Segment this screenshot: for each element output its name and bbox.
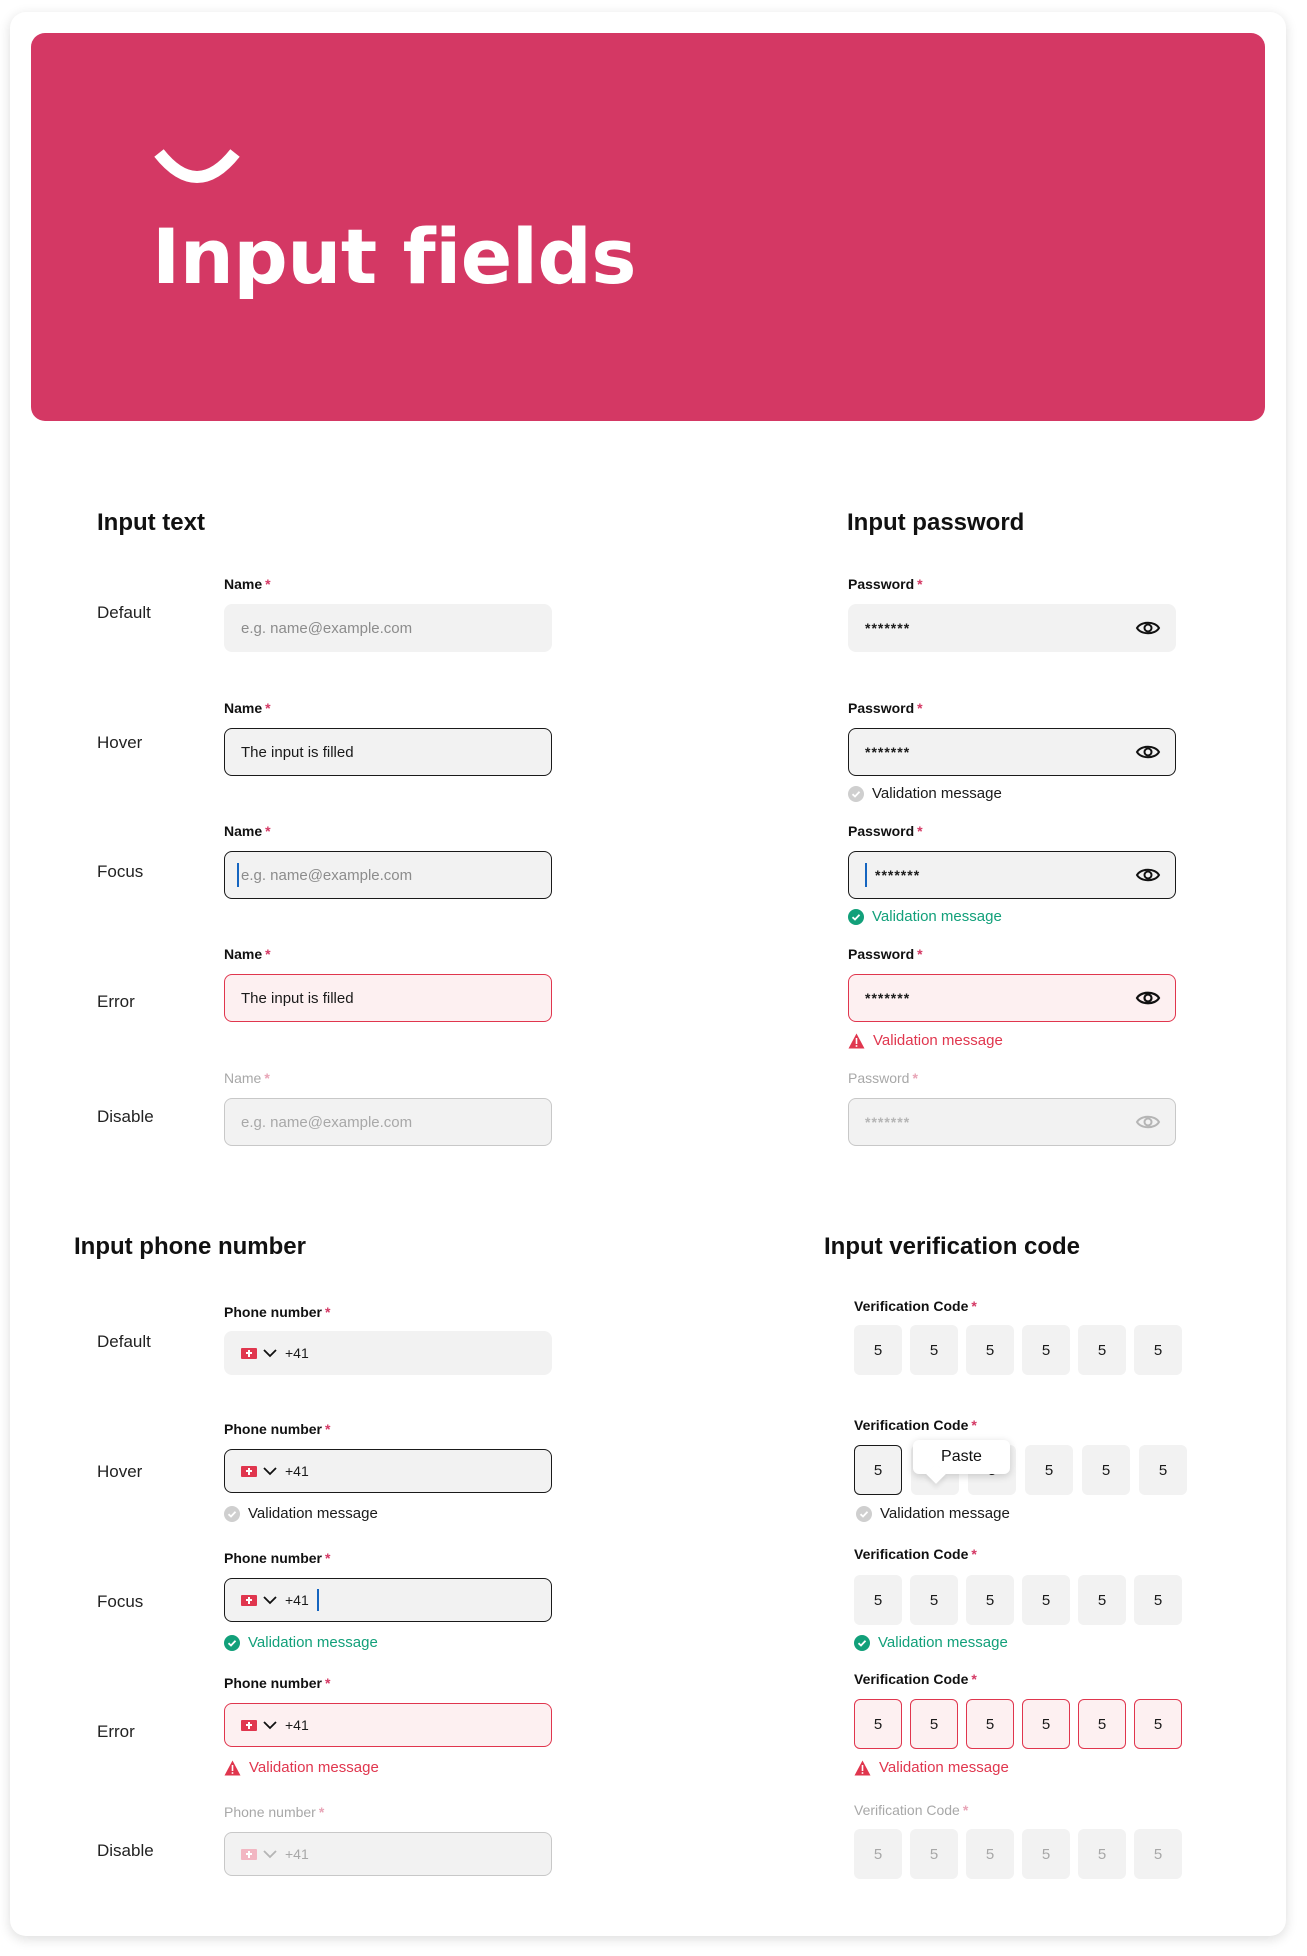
password-input-default[interactable]: ******* bbox=[848, 604, 1176, 652]
validation-message-neutral: Validation message bbox=[224, 1505, 378, 1522]
password-label-disabled: Password * bbox=[848, 1070, 918, 1086]
code-label: Verification Code * bbox=[854, 1671, 977, 1687]
warning-icon bbox=[224, 1760, 241, 1776]
hero-banner bbox=[31, 33, 1265, 421]
check-circle-icon bbox=[848, 786, 864, 802]
name-label-disabled: Name * bbox=[224, 1070, 270, 1086]
code-digit-input[interactable]: 5 bbox=[966, 1699, 1014, 1749]
phone-input-disabled: +41 bbox=[224, 1832, 552, 1876]
code-digit-input[interactable]: 5 bbox=[1022, 1699, 1070, 1749]
eye-icon[interactable] bbox=[1135, 864, 1161, 886]
name-input-default[interactable]: e.g. name@example.com bbox=[224, 604, 552, 652]
phone-label: Phone number * bbox=[224, 1304, 331, 1320]
phone-input-focus[interactable]: +41 bbox=[224, 1578, 552, 1622]
password-label: Password * bbox=[848, 823, 923, 839]
code-digit-input: 5 bbox=[966, 1829, 1014, 1879]
code-digit-input[interactable]: 5 bbox=[854, 1445, 902, 1495]
code-digit-input[interactable]: 5 bbox=[1082, 1445, 1130, 1495]
code-digit-input[interactable]: 5 bbox=[1139, 1445, 1187, 1495]
phone-input-default[interactable]: +41 bbox=[224, 1331, 552, 1375]
state-label-disable: Disable bbox=[97, 1841, 154, 1860]
section-title-input-phone: Input phone number bbox=[74, 1233, 306, 1260]
validation-message-success: Validation message bbox=[854, 1634, 1008, 1651]
code-digit-input[interactable]: 5 bbox=[1078, 1325, 1126, 1375]
password-label: Password * bbox=[848, 576, 923, 592]
password-label: Password * bbox=[848, 700, 923, 716]
phone-label-disabled: Phone number * bbox=[224, 1804, 325, 1820]
password-input-error[interactable]: ******* bbox=[848, 974, 1176, 1022]
chevron-down-icon bbox=[263, 1849, 277, 1859]
password-input-hover[interactable]: ******* bbox=[848, 728, 1176, 776]
code-digit-input[interactable]: 5 bbox=[966, 1325, 1014, 1375]
state-label-disable: Disable bbox=[97, 1107, 154, 1126]
code-label: Verification Code * bbox=[854, 1546, 977, 1562]
code-digit-input[interactable]: 5 bbox=[1078, 1699, 1126, 1749]
check-circle-icon bbox=[848, 909, 864, 925]
code-label-disabled: Verification Code * bbox=[854, 1802, 969, 1818]
code-digit-input[interactable]: 5 bbox=[910, 1325, 958, 1375]
name-label: Name * bbox=[224, 823, 271, 839]
name-input-disabled: e.g. name@example.com bbox=[224, 1098, 552, 1146]
code-row-hover bbox=[854, 1445, 1187, 1495]
page-title: Input fields bbox=[152, 212, 637, 301]
text-caret bbox=[237, 863, 239, 887]
validation-message-error: Validation message bbox=[224, 1759, 379, 1776]
phone-input-error[interactable]: +41 bbox=[224, 1703, 552, 1747]
name-label: Name * bbox=[224, 576, 271, 592]
check-circle-icon bbox=[856, 1506, 872, 1522]
code-label: Verification Code * bbox=[854, 1417, 977, 1433]
code-digit-input[interactable]: 5 bbox=[1134, 1325, 1182, 1375]
state-label-default: Default bbox=[97, 1332, 151, 1351]
state-label-hover: Hover bbox=[97, 1462, 143, 1481]
chevron-down-icon[interactable] bbox=[263, 1466, 277, 1476]
eye-icon bbox=[1135, 1111, 1161, 1133]
phone-label: Phone number * bbox=[224, 1421, 331, 1437]
password-input-disabled: ******* bbox=[848, 1098, 1176, 1146]
name-label: Name * bbox=[224, 946, 271, 962]
check-circle-icon bbox=[224, 1506, 240, 1522]
phone-input-hover[interactable]: +41 bbox=[224, 1449, 552, 1493]
eye-icon[interactable] bbox=[1135, 741, 1161, 763]
validation-message-success: Validation message bbox=[224, 1634, 378, 1651]
code-digit-input[interactable]: 5 bbox=[1078, 1575, 1126, 1625]
section-title-input-password: Input password bbox=[847, 509, 1025, 536]
name-input-focus[interactable]: e.g. name@example.com bbox=[224, 851, 552, 899]
check-circle-icon bbox=[854, 1635, 870, 1651]
chevron-down-icon[interactable] bbox=[263, 1348, 277, 1358]
code-digit-input: 5 bbox=[1134, 1829, 1182, 1879]
phone-label: Phone number * bbox=[224, 1550, 331, 1566]
warning-icon bbox=[854, 1760, 871, 1776]
check-circle-icon bbox=[224, 1635, 240, 1651]
code-label: Verification Code * bbox=[854, 1298, 977, 1314]
code-row-focus bbox=[854, 1575, 1182, 1625]
code-row-default bbox=[854, 1325, 1182, 1375]
swiss-flag-icon[interactable] bbox=[241, 1720, 257, 1731]
validation-message-neutral: Validation message bbox=[856, 1505, 1010, 1522]
name-input-error[interactable]: The input is filled bbox=[224, 974, 552, 1022]
name-label: Name * bbox=[224, 700, 271, 716]
password-label: Password * bbox=[848, 946, 923, 962]
text-caret bbox=[865, 863, 867, 887]
name-input-hover[interactable]: The input is filled bbox=[224, 728, 552, 776]
phone-label: Phone number * bbox=[224, 1675, 331, 1691]
validation-message-error: Validation message bbox=[848, 1032, 1003, 1049]
state-label-hover: Hover bbox=[97, 733, 143, 752]
smile-logo-icon bbox=[153, 143, 241, 193]
text-caret bbox=[317, 1589, 319, 1611]
section-title-input-code: Input verification code bbox=[824, 1233, 1081, 1260]
code-digit-input: 5 bbox=[910, 1829, 958, 1879]
swiss-flag-icon[interactable] bbox=[241, 1466, 257, 1477]
code-digit-input[interactable]: 5 bbox=[854, 1699, 902, 1749]
eye-icon[interactable] bbox=[1135, 987, 1161, 1009]
state-label-focus: Focus bbox=[97, 862, 144, 881]
code-digit-input[interactable]: 5 bbox=[854, 1325, 902, 1375]
code-digit-input[interactable]: 5 bbox=[1134, 1699, 1182, 1749]
validation-message-error: Validation message bbox=[854, 1759, 1009, 1776]
code-digit-input: 5 bbox=[1078, 1829, 1126, 1879]
code-digit-input[interactable]: 5 bbox=[910, 1699, 958, 1749]
section-title-input-text: Input text bbox=[97, 509, 205, 536]
code-digit-input[interactable]: 5 bbox=[1022, 1575, 1070, 1625]
code-row-error bbox=[854, 1699, 1182, 1749]
swiss-flag-icon[interactable] bbox=[241, 1595, 257, 1606]
state-label-error: Error bbox=[97, 1722, 135, 1741]
code-digit-input[interactable]: 5 bbox=[966, 1575, 1014, 1625]
code-digit-input[interactable]: 5 bbox=[1134, 1575, 1182, 1625]
code-digit-input[interactable]: 5 bbox=[910, 1575, 958, 1625]
paste-button[interactable]: Paste bbox=[913, 1440, 1010, 1474]
code-digit-input[interactable]: 5 bbox=[854, 1575, 902, 1625]
validation-message-neutral: Validation message bbox=[848, 785, 1002, 802]
state-label-default: Default bbox=[97, 603, 151, 622]
code-digit-input: 5 bbox=[1022, 1829, 1070, 1879]
chevron-down-icon[interactable] bbox=[263, 1720, 277, 1730]
eye-icon[interactable] bbox=[1135, 617, 1161, 639]
swiss-flag-icon bbox=[241, 1849, 257, 1860]
warning-icon bbox=[848, 1033, 865, 1049]
code-row-disabled bbox=[854, 1829, 1182, 1879]
chevron-down-icon[interactable] bbox=[263, 1595, 277, 1605]
code-digit-input[interactable]: 5 bbox=[1025, 1445, 1073, 1495]
password-input-focus[interactable]: ******* bbox=[848, 851, 1176, 899]
state-label-error: Error bbox=[97, 992, 135, 1011]
validation-message-success: Validation message bbox=[848, 908, 1002, 925]
state-label-focus: Focus bbox=[97, 1592, 144, 1611]
code-digit-input[interactable]: 5 bbox=[1022, 1325, 1070, 1375]
swiss-flag-icon[interactable] bbox=[241, 1348, 257, 1359]
code-digit-input: 5 bbox=[854, 1829, 902, 1879]
